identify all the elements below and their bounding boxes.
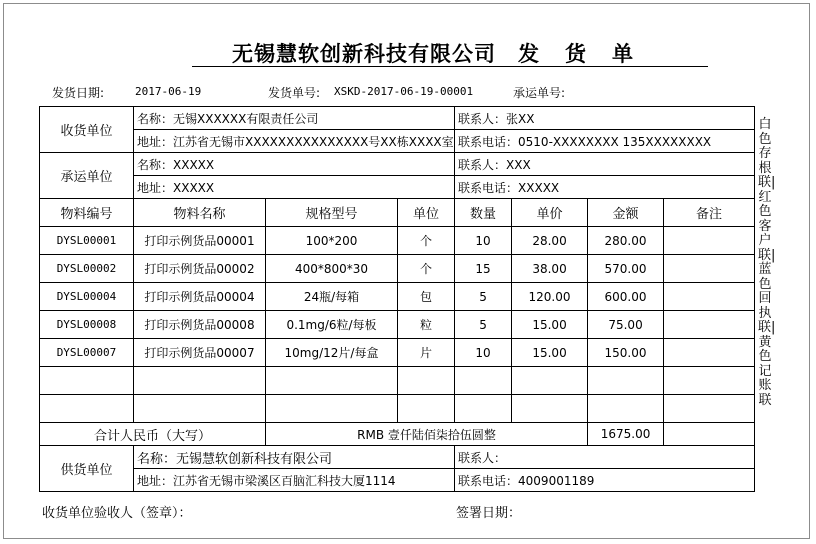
- empty-cell: [455, 367, 512, 395]
- total-remark: [664, 423, 755, 446]
- carrier-name: 名称：XXXXX: [134, 153, 455, 176]
- header-remark: 备注: [664, 199, 755, 227]
- item-quantity: 5: [455, 283, 512, 311]
- empty-cell: [134, 367, 266, 395]
- item-amount: 75.00: [588, 311, 664, 339]
- item-amount: 280.00: [588, 227, 664, 255]
- item-remark: [664, 339, 755, 367]
- supplier-row-1: [40, 446, 755, 469]
- item-amount: 600.00: [588, 283, 664, 311]
- table-row-empty: [40, 395, 755, 423]
- header-unit: 单位: [398, 199, 455, 227]
- receiver-name: 名称：无锡XXXXXX有限责任公司: [134, 107, 455, 130]
- sign-date-label: 签署日期：: [456, 506, 522, 521]
- item-unit-price: 15.00: [512, 311, 588, 339]
- ship-date-label: 发货日期:: [52, 86, 105, 100]
- supplier-contact: 联系人：: [455, 446, 755, 469]
- empty-cell: [266, 367, 398, 395]
- item-code: DYSL00004: [40, 283, 134, 311]
- table-row: [40, 255, 755, 283]
- table-row: [40, 283, 755, 311]
- item-name: 打印示例货品00001: [134, 227, 266, 255]
- empty-cell: [398, 367, 455, 395]
- carrier-phone: 联系电话：XXXXX: [455, 176, 755, 199]
- item-name: 打印示例货品00004: [134, 283, 266, 311]
- empty-cell: [588, 395, 664, 423]
- empty-cell: [134, 395, 266, 423]
- item-unit-price: 15.00: [512, 339, 588, 367]
- document-type: 发货单: [518, 42, 659, 66]
- carrier-row-2: [40, 176, 755, 199]
- carrier-row-1: [40, 153, 755, 176]
- item-unit: 个: [398, 227, 455, 255]
- carrier-contact: 联系人：XXX: [455, 153, 755, 176]
- item-code: DYSL00007: [40, 339, 134, 367]
- item-remark: [664, 255, 755, 283]
- total-amount: 1675.00: [588, 423, 664, 446]
- supplier-name: 名称：无锡慧软创新科技有限公司: [134, 446, 455, 469]
- item-unit-price: 28.00: [512, 227, 588, 255]
- item-spec: 24瓶/每箱: [266, 283, 398, 311]
- empty-cell: [398, 395, 455, 423]
- item-code: DYSL00001: [40, 227, 134, 255]
- empty-cell: [40, 395, 134, 423]
- supplier-phone: 联系电话：4009001189: [455, 469, 755, 492]
- item-amount: 150.00: [588, 339, 664, 367]
- table-row: [40, 339, 755, 367]
- header-unit-price: 单价: [512, 199, 588, 227]
- table-row: [40, 311, 755, 339]
- supplier-label: 供货单位: [40, 446, 134, 492]
- header-item-name: 物料名称: [134, 199, 266, 227]
- item-code: DYSL00008: [40, 311, 134, 339]
- item-remark: [664, 227, 755, 255]
- company-name: 无锡慧软创新科技有限公司: [232, 42, 496, 66]
- order-no-label: 发货单号:: [268, 86, 321, 100]
- total-in-words: RMB 壹仟陆佰柒拾伍圆整: [266, 423, 588, 446]
- empty-cell: [512, 367, 588, 395]
- ship-date-value: 2017-06-19: [135, 85, 202, 98]
- table-row-empty: [40, 367, 755, 395]
- item-name: 打印示例货品00008: [134, 311, 266, 339]
- receiver-label: 收货单位: [40, 107, 134, 153]
- item-unit: 包: [398, 283, 455, 311]
- item-amount: 570.00: [588, 255, 664, 283]
- receiver-signature-label: 收货单位验收人（签章）：: [42, 506, 192, 521]
- receiver-row-1: [40, 107, 755, 130]
- item-name: 打印示例货品00007: [134, 339, 266, 367]
- shipping-no-label: 承运单号:: [513, 86, 566, 100]
- copy-distribution-note: 白色存根联|红色客户联|蓝色回执联|黄色记账联: [758, 117, 776, 408]
- supplier-row-2: [40, 469, 755, 492]
- empty-cell: [664, 395, 755, 423]
- empty-cell: [40, 367, 134, 395]
- item-unit: 粒: [398, 311, 455, 339]
- item-quantity: 10: [455, 227, 512, 255]
- receiver-address: 地址：江苏省无锡市XXXXXXXXXXXXXXX号XX栋XXXX室: [134, 130, 455, 153]
- supplier-address: 地址：江苏省无锡市梁溪区百脑汇科技大厦1114: [134, 469, 455, 492]
- item-quantity: 5: [455, 311, 512, 339]
- page-title: [232, 38, 659, 68]
- item-unit-price: 38.00: [512, 255, 588, 283]
- header-spec: 规格型号: [266, 199, 398, 227]
- receiver-row-2: [40, 130, 755, 153]
- item-spec: 10mg/12片/每盒: [266, 339, 398, 367]
- item-name: 打印示例货品00002: [134, 255, 266, 283]
- title-underline: [192, 38, 708, 67]
- total-row: [40, 423, 755, 446]
- item-spec: 400*800*30: [266, 255, 398, 283]
- receiver-contact: 联系人：张XX: [455, 107, 755, 130]
- header-item-code: 物料编号: [40, 199, 134, 227]
- item-quantity: 15: [455, 255, 512, 283]
- item-remark: [664, 311, 755, 339]
- items-header-row: [40, 199, 755, 227]
- empty-cell: [455, 395, 512, 423]
- empty-cell: [588, 367, 664, 395]
- item-unit-price: 120.00: [512, 283, 588, 311]
- empty-cell: [664, 367, 755, 395]
- carrier-label: 承运单位: [40, 153, 134, 199]
- table-row: [40, 227, 755, 255]
- item-code: DYSL00002: [40, 255, 134, 283]
- item-remark: [664, 283, 755, 311]
- item-quantity: 10: [455, 339, 512, 367]
- item-spec: 0.1mg/6粒/每板: [266, 311, 398, 339]
- delivery-table: [39, 106, 755, 492]
- item-unit: 片: [398, 339, 455, 367]
- receiver-phone: 联系电话：0510-XXXXXXXX 135XXXXXXXX: [455, 130, 755, 153]
- item-spec: 100*200: [266, 227, 398, 255]
- item-unit: 个: [398, 255, 455, 283]
- order-no-value: XSKD-2017-06-19-00001: [334, 85, 474, 98]
- empty-cell: [512, 395, 588, 423]
- total-label: 合计人民币（大写）: [40, 423, 266, 446]
- carrier-address: 地址：XXXXX: [134, 176, 455, 199]
- header-quantity: 数量: [455, 199, 512, 227]
- header-amount: 金额: [588, 199, 664, 227]
- empty-cell: [266, 395, 398, 423]
